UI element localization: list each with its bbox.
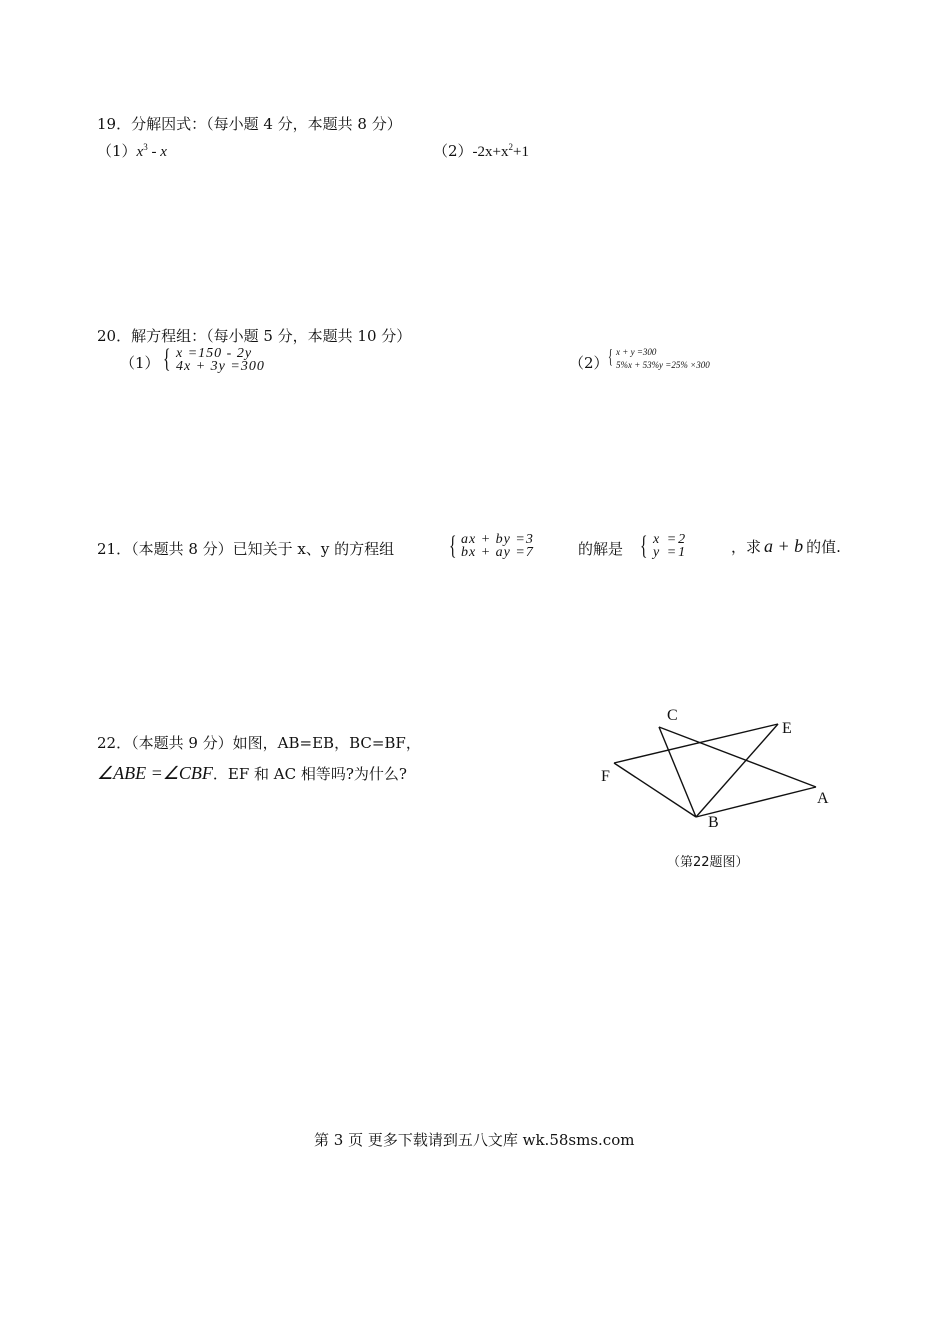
q21-system-eq1: ax + by =3 [461, 532, 534, 547]
vertex-label-c: C [667, 707, 678, 724]
q20-part1-eq2: 4x + 3y =300 [176, 359, 265, 374]
q19-part2 [433, 140, 529, 161]
q21-prefix: 21．（本题共 8 分）已知关于 x、y 的方程组 [97, 540, 395, 558]
segment-EB [696, 724, 778, 817]
q19-part1-label: （1） [97, 142, 137, 160]
segment-FE [614, 724, 778, 763]
vertex-label-e: E [782, 720, 792, 737]
q22-line2-rest: ．EF 和 AC 相等吗?为什么? [212, 765, 407, 783]
q21-solution-brace: { [640, 531, 648, 560]
q19-part2-label: （2） [433, 142, 473, 160]
page-footer: 第 3 页 更多下载请到五八文库 wk.58sms.com [314, 1131, 635, 1149]
q19-part1-exp: 3 [143, 142, 148, 152]
q21-ask [731, 536, 841, 557]
q21-system-eq2: bx + ay =7 [461, 545, 534, 560]
q19-part1-rest: - x [147, 144, 167, 160]
q20-part2-eq2: 5%x + 53%y =25% ×300 [616, 360, 710, 370]
q20-part2-eq1: x + y =300 [616, 347, 657, 357]
q21-solution-eq1: x =2 [653, 532, 688, 547]
q22-line1: 22．（本题共 9 分）如图，AB=EB，BC=BF， [97, 734, 421, 752]
vertex-label-a: A [817, 790, 829, 807]
vertex-label-f: F [601, 768, 610, 785]
q19-part1 [97, 140, 167, 161]
q21-ask-post: 的值. [806, 538, 841, 556]
vertex-label-b: B [708, 814, 719, 831]
q20-part1-label: （1） [120, 354, 160, 372]
q19-heading: 19．分解因式：（每小题 4 分，本题共 8 分） [97, 115, 402, 133]
q22-line2 [97, 763, 407, 784]
q22-angle-expr: ∠ABE =∠CBF [97, 763, 213, 783]
q21-ask-expr: a + b [764, 536, 804, 556]
q20-part1-brace: { [163, 344, 171, 373]
segment-FB [614, 763, 696, 817]
segment-BA [696, 787, 816, 817]
q21-ask-pre: ，求 [731, 538, 762, 556]
q20-part2-label: （2） [569, 354, 609, 372]
q20-heading: 20．解方程组：（每小题 5 分，本题共 10 分） [97, 327, 412, 345]
q19-part1-base: x [136, 144, 144, 160]
q22-figure-caption: （第22题图） [667, 855, 749, 870]
q21-solution-eq2: y =1 [653, 545, 688, 560]
segment-CB [659, 727, 696, 817]
q19-part2-expr-b: +1 [513, 144, 529, 160]
q21-system-brace: { [449, 531, 457, 560]
segment-CA [659, 727, 816, 787]
q19-part2-exp: 2 [508, 142, 514, 152]
q21-middle: 的解是 [578, 540, 624, 558]
q19-part2-expr-a: -2x+x [472, 144, 509, 160]
q20-part1-eq1: x =150 - 2y [176, 346, 253, 361]
q20-part2-brace: { [608, 346, 613, 368]
